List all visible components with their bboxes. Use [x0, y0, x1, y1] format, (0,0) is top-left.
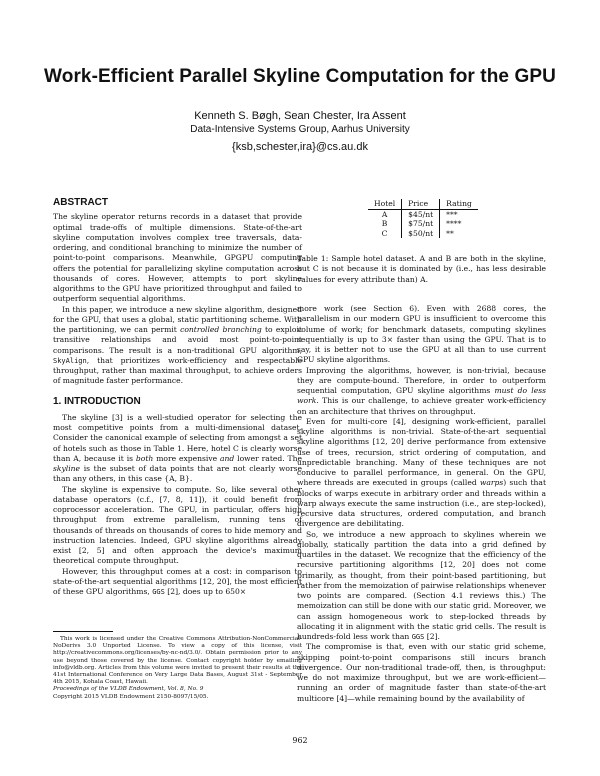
algorithm-name: SkyAlign: [53, 356, 87, 365]
body-paragraph: So, we introduce a new approach to skylines wherein we globally, statically partition the data into a grid defined by quartiles in the dataset. We recognize that the efficiency of the recursive partitioning algorithms [12, 20] does not come primarily, as thought, from their point-based partitioning, but rather from the memoization of pairwise relationships whenever two points are compared. (Section 4.1 reviews this.) The memoization can still be done with our static grid. Moreover, we can assign homogeneous work to step-locked threads by allocating it in alignment with the static grid cells. The result is hundreds-fold less work than GGS [2].: [297, 529, 546, 641]
table-row: [368, 209, 478, 219]
page-number: 962: [292, 736, 308, 745]
license-notice: This work is licensed under the Creative Commons Attribution-NonCommercial-NoDerivs 3.0 Unported License. To view a copy of this license, visit http://creativecommons.org/licenses/by-nc-nd/3.0/. Obtain permission prior to any use beyond those covered by the license. Contact copyright holder by emailing info@vldb.org. Articles from this volume were invited to present their results at the 41st International Conference on Very Large Data Bases, August 31st - September 4th 2015, Kohala Coast, Hawaii.: [53, 636, 302, 686]
table-row: [368, 219, 478, 229]
section-heading-introduction: 1. INTRODUCTION: [53, 395, 141, 407]
body-paragraph: However, this throughput comes at a cost: in comparison to state-of-the-art sequential algorithms [12, 20], the most efficient of these GPU algorithms, GGS [2], does up to 650×: [53, 566, 302, 596]
body-paragraph: The skyline [3] is a well-studied operator for selecting the most competitive points from a multi-dimensional dataset. Consider the canonical example of selecting from amongst a set of hotels such as those in Table 1. Here, hotel C is clearly worse than A, because it is both more expensive and lower rated. The skyline is the subset of data points that are not clearly worse than any others, in this case {A, B}.: [53, 412, 302, 484]
column-header: Rating: [440, 199, 478, 209]
body-paragraph: The skyline is expensive to compute. So, like several other database operators (c.f., [7, 8, 11]), it could benefit from coprocessor acceleration. The GPU, in particular, offers high throughput from extreme parallelism, running tens of thousands of threads on thousands of cores to hide memory and instruction latencies. Indeed, GPU skyline algorithms already exist [2, 5] and often approach the device's maximum theoretical compute throughput.: [53, 484, 302, 566]
table-cell: B: [368, 219, 402, 229]
table-cell: A: [368, 209, 402, 219]
table-cell: ***: [446, 209, 458, 219]
hotel-table-wrapper: [368, 199, 478, 238]
hotel-table: [368, 199, 478, 238]
right-column: [297, 304, 546, 704]
body-paragraph: Even for multi-core [4], designing work-efficient, parallel skyline algorithms is non-trivial. State-of-the-art sequential skyline algorithms [12, 20] derive performance from extensive use of trees, recursion, strict ordering of computation, and unpredictable branching. Many of these techniques are not conducive to parallel performance, in general. On the GPU, where threads are executed in groups (called warps) such that blocks of warps execute in arbitrary order and threads within a warp always execute the same instruction (i.e., are step-locked), recursive data structures, ordered computation, and branch divergence are debilitating.: [297, 416, 546, 529]
abstract-paragraph: The skyline operator returns records in a dataset that provide optimal trade-offs of multiple dimensions. State-of-the-art skyline computation involves complex tree traversals, data-ordering, and conditional branching to minimize the number of point-to-point comparisons. Meanwhile, GPGPU computing offers the potential for parallelizing skyline computation across thousands of cores. However, attempts to port skyline algorithms to the GPU have prioritized throughput and failed to outperform sequential algorithms.: [53, 212, 302, 304]
table-cell: $45/nt: [402, 209, 440, 219]
left-column: [53, 198, 302, 597]
author-email: {ksb,schester,ira}@cs.au.dk: [232, 141, 368, 153]
algorithm-name: GGS: [152, 588, 165, 596]
body-paragraph: Improving the algorithms, however, is non-trivial, because they are compute-bound. Therefore, in order to outperform sequential computation, GPU skyline algorithms must do less work. This is our challenge, to achieve greater work-efficiency on an architecture that thrives on throughput.: [297, 365, 546, 416]
table-cell: **: [446, 228, 454, 238]
table-caption: Table 1: Sample hotel dataset. A and B are both in the skyline, but C is not because it is dominated by (i.e., has less desirable values for every attribute than) A.: [297, 254, 546, 284]
abstract-heading: ABSTRACT: [53, 197, 108, 208]
body-paragraph: The compromise is that, even with our static grid scheme, skipping point-to-point comparisons still incurs branch divergence. Our non-traditional trade-off, then, is throughput: we do not maximize throughput, but we are work-efficient—running an order of magnitude faster than state-of-the-art multicore [4]—while remaining bound by the availability of: [297, 642, 546, 703]
column-header: Price: [402, 199, 440, 209]
column-header: Hotel: [368, 199, 402, 209]
author-list: Kenneth S. Bøgh, Sean Chester, Ira Assent: [194, 110, 406, 122]
table-cell: $50/nt: [402, 229, 440, 239]
copyright-line: Copyright 2015 VLDB Endowment 2150-8097/15/05.: [53, 693, 209, 700]
body-paragraph: more work (see Section 6). Even with 2688 cores, the parallelism in our modern GPU is insufficient to overcome this volume of work; for benchmark datasets, computing skylines sequentially is up to 3× faster than using the GPU. That is to say, it is better not to use the GPU at all than to use current GPU skyline algorithms.: [297, 304, 546, 365]
algorithm-name: GGS: [411, 633, 425, 641]
paper-title: Work-Efficient Parallel Skyline Computation for the GPU: [44, 66, 556, 87]
table-header-row: [368, 199, 478, 209]
table-row: [368, 229, 478, 239]
table-cell: C: [368, 229, 402, 239]
abstract-paragraph: In this paper, we introduce a new skyline algorithm, designed for the GPU, that uses a global, static partitioning scheme. With the partitioning, we can permit controlled branching to exploit transitive relationships and avoid most point-to-point comparisons. The result is a non-traditional GPU algorithm, SkyAlign, that prioritizes work-efficiency and respectable throughput, rather than maximal throughput, to achieve orders of magnitude faster performance.: [53, 304, 302, 386]
affiliation: Data-Intensive Systems Group, Aarhus University: [190, 124, 410, 135]
table-cell: ****: [446, 219, 462, 228]
proceedings-line: Proceedings of the VLDB Endowment, Vol. 8, No. 9: [53, 686, 204, 693]
footnote-divider: [53, 631, 113, 632]
copyright-footnote: [53, 636, 302, 701]
table-cell: $75/nt: [402, 219, 440, 229]
